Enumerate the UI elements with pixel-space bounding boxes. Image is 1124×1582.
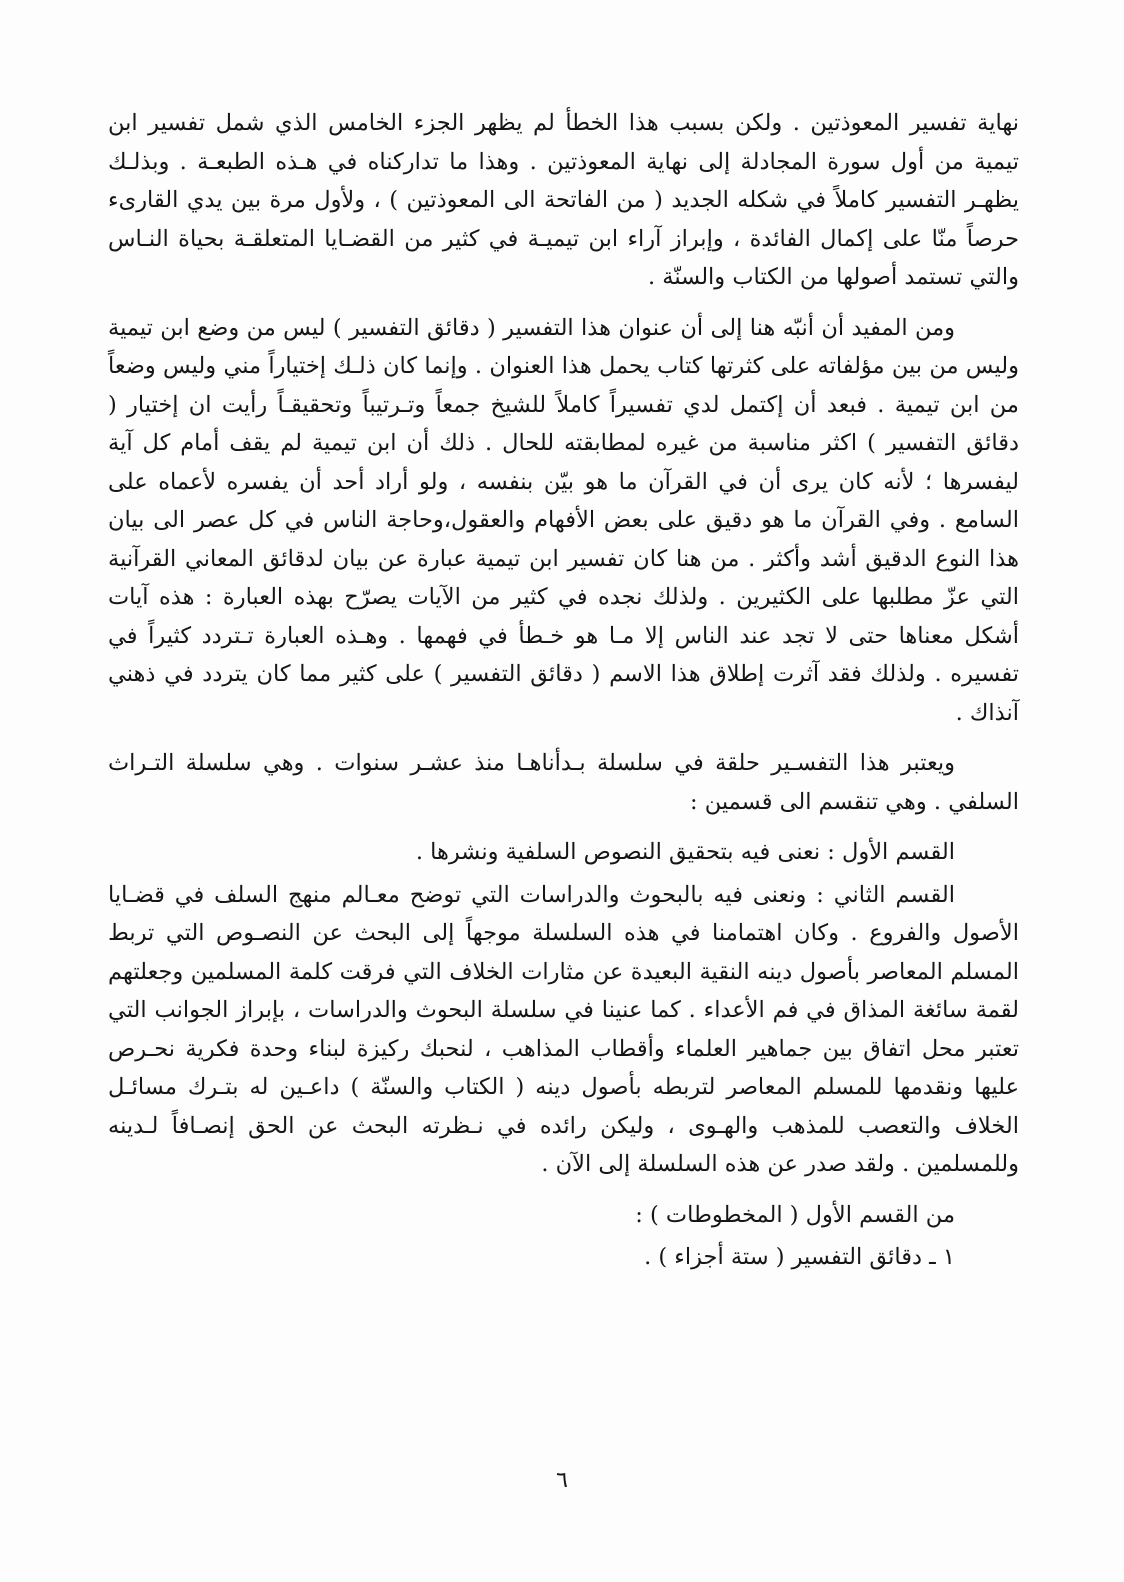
paragraph-manuscripts-heading: من القسم الأول ( المخطوطات ) : — [635, 1201, 955, 1228]
paragraph-continuation: نهاية تفسير المعوذتين . ولكن بسبب هذا الخطأ لم يظهر الجزء الخامس الذي شمل تفسير ابن تيمية من أول سورة المجادلة إلى نهاية المعوذتين . وهذا ما تداركناه في هـذه الطبعـة . وبذلـك يظهـر التفسير كاملاً في شكله الجديد ( من الفاتحة الى المعوذتين ) ، ولأول مرة بين يدي القارىء حرصاً منّا على إكمال الفائدة ، وإبراز آراء ابن تيميـة في كثير من القضـايا المتعلقـة بحياة النـاس والتي تستمد أصولها من الكتاب والسنّة . — [108, 110, 1019, 290]
paragraph-series-intro: ويعتبر هذا التفسـير حلقة في سلسلة بـدأناهـا منذ عشـر سنوات . وهي سلسلة التـراث السلفي . وهي تنقسم الى قسمين : — [108, 750, 1019, 815]
list-item: ١ ـ دقائق التفسير ( ستة أجزاء ) . — [644, 1244, 955, 1270]
paragraph-section-two: القسم الثاني : ونعنى فيه بالبحوث والدراسات التي توضح معـالم منهج السلف في قضـايا الأصول والفروع . وكان اهتمامنا في هذه السلسلة موجهاً إلى البحث عن النصـوص التي تربط المسلم المعاصر بأصول دينه النقية البعيدة عن مثارات الخلاف التي فرقت كلمة المسلمين وجعلتهم لقمة سائغة المذاق في فم الأعداء . كما عنينا في سلسلة البحوث والدراسات ، بإبراز الجوانب التي تعتبر محل اتفاق بين جماهير العلماء وأقطاب المذاهب ، لنحبك ركيزة لبناء وحدة فكرية نحـرص عليها ونقدمها للمسلم المعاصر لتربطه بأصول دينه ( الكتاب والسنّة ) داعـين له بتـرك مسائـل الخلاف والتعصب للمذهب والهـوى ، وليكن رائده في نـظرته البحث عن الحق إنصـافاً لـدينه وللمسلمين . ولقد صدر عن هذه السلسلة إلى الآن . — [108, 881, 1019, 1177]
body-text — [108, 104, 1019, 1289]
paragraph-section-one: القسم الأول : نعنى فيه بتحقيق النصوص السلفية ونشرها . — [415, 839, 955, 865]
page-number: ٦ — [556, 1468, 568, 1493]
paragraph-title-note: ومن المفيد أن أنبّه هنا إلى أن عنوان هذا التفسير ( دقائق التفسير ) ليس من وضع ابن تيمية وليس من بين مؤلفاته على كثرتها كتاب يحمل هذا العنوان . وإنما كان ذلـك إختياراً مني وليس وضعاً من ابن تيمية . فبعد أن إكتمل لدي تفسيراً كاملاً للشيخ جمعاً وتـرتيباً وتحقيقـاً رأيت ان إختيار ( دقائق التفسير ) اكثر مناسبة من غيره لمطابقته للحال . ذلك أن ابن تيمية لم يقف أمام كل آية ليفسرها ؛ لأنه كان يرى أن في القرآن ما هو بيّن بنفسه ، ولو أراد أحد أن يفسره لأعماه على السامع . وفي القرآن ما هو دقيق على بعض الأفهام والعقول،وحاجة الناس في كل عصر الى بيان هذا النوع الدقيق أشد وأكثر . من هنا كان تفسير ابن تيمية عبارة عن بيان لدقائق المعاني القرآنية التي عزّ مطلبها على الكثيرين . ولذلك نجده في كثير من الآيات يصرّح بهذه العبارة : هذه آيات أشكل معناها حتى لا تجد عند الناس إلا مـا هو خـطأ في فهمها . وهـذه العبارة تـتردد كثيراً في تفسيره . ولذلك فقد آثرت إطلاق هذا الاسم ( دقائق التفسير ) على كثير مما كان يتردد في ذهني آنذاك . — [108, 314, 1019, 726]
